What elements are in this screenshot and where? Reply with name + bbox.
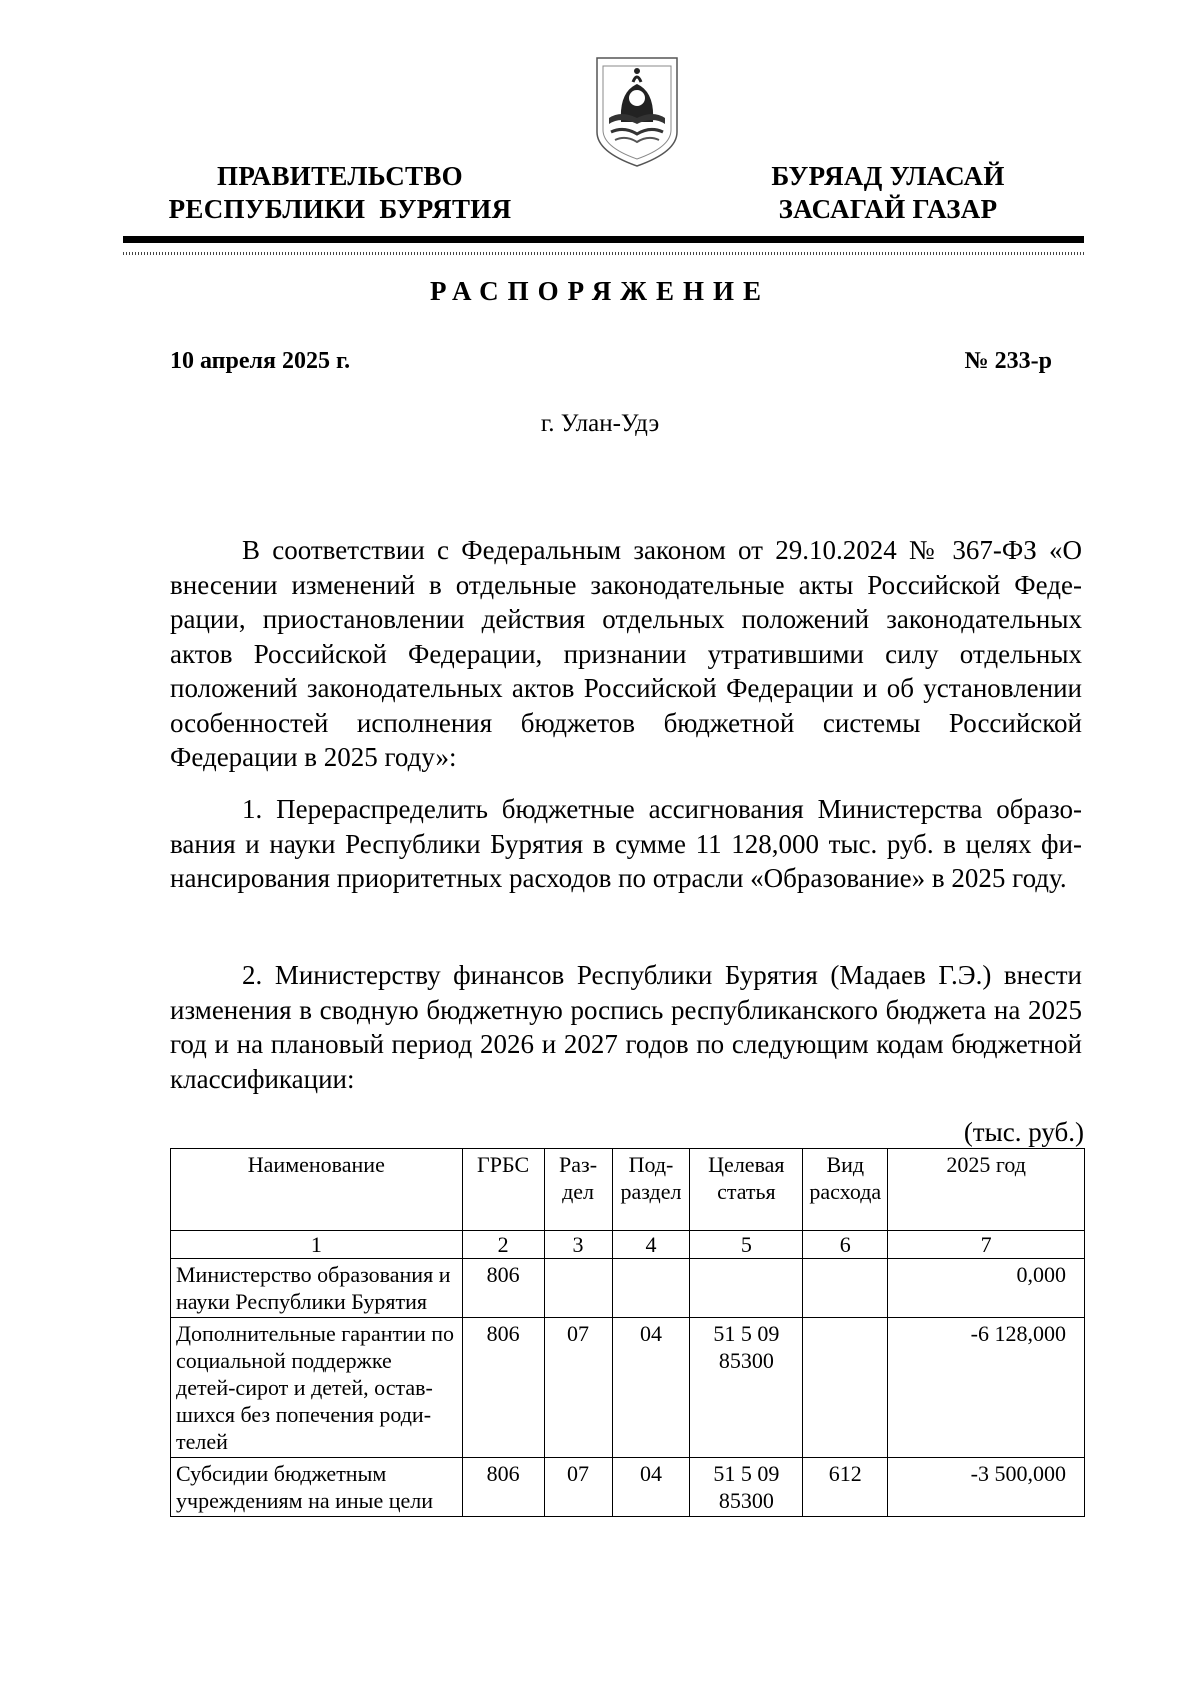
row-expense-type [803,1259,888,1318]
coat-of-arms-emblem [591,52,683,170]
column-number-row [171,1231,1085,1259]
row-grbs: 806 [462,1318,544,1458]
row-subsection: 04 [612,1458,690,1517]
row-name: Субсидии бюджетным учреждениям на иные цели [171,1458,463,1517]
budget-classification-table [170,1148,1085,1517]
header-name: Наименование [171,1149,463,1231]
row-name: Министерство образования и науки Республики Бурятия [171,1259,463,1318]
header-target-article: Целевая статья [690,1149,803,1231]
row-name: Дополнительные гарантии по социальной поддержке детей-сирот и детей, оставшихся без попечения родителей [171,1318,463,1458]
org-name-russian [150,160,530,226]
table-row [171,1458,1085,1517]
column-number: 2 [462,1231,544,1259]
document-number: № 233-р [964,348,1052,374]
row-grbs: 806 [462,1458,544,1517]
header-expense-type: Вид расхода [803,1149,888,1231]
column-number: 7 [888,1231,1085,1259]
row-target-article: 51 5 09 85300 [690,1318,803,1458]
row-expense-type: 612 [803,1458,888,1517]
row-subsection [612,1259,690,1318]
header-dotted-divider [123,252,1084,255]
org-name-ru-line1: ПРАВИТЕЛЬСТВО [217,161,463,191]
column-number: 4 [612,1231,690,1259]
table-header-row [171,1149,1085,1231]
row-subsection: 04 [612,1318,690,1458]
column-number: 1 [171,1231,463,1259]
org-name-bu-line1: БУРЯАД УЛАСАЙ [771,161,1005,191]
document-type-title: РАСПОРЯЖЕНИЕ [429,276,771,306]
coat-of-arms-buryatia-icon [591,52,683,170]
org-name-buryat [738,160,1038,226]
header-subsection: Подраздел [612,1149,690,1231]
row-target-article [690,1259,803,1318]
document-city: г. Улан-Удэ [540,410,660,437]
preamble-paragraph: В соответствии с Федеральным законом от 29.10.2024 № 367-ФЗ «О внесении изменений в отдельные законодательные акты Российской Федерации, приостановлении действия отдельных положений законодательных актов Российской Федерации, признании утратившими силу отдельных положений законодательных актов Российской Федерации и об установлении особенностей исполнения бюджетов бюджетной системы Российской Федерации в 2025 году»: [170,535,1082,772]
row-section [544,1259,612,1318]
row-expense-type [803,1318,888,1458]
table-row [171,1318,1085,1458]
org-name-bu-line2: ЗАСАГАЙ ГАЗАР [778,194,998,224]
header-year-2025: 2025 год [888,1149,1085,1231]
document-date: 10 апреля 2025 г. [170,348,351,374]
table-unit-label: (тыс. руб.) [963,1117,1084,1147]
header-section: Раздел [544,1149,612,1231]
item-2-paragraph: 2. Министерству финансов Республики Бурятия (Мадаев Г.Э.) внести изменения в сводную бюджетную роспись республиканского бюджета на 2025 год и на плановый период 2026 и 2027 годов по следующим кодам бюджетной классификации: [170,960,1082,1094]
row-section: 07 [544,1458,612,1517]
header-grbs: ГРБС [462,1149,544,1231]
row-section: 07 [544,1318,612,1458]
org-name-ru-line2: РЕСПУБЛИКИ БУРЯТИЯ [168,194,512,224]
header-divider [123,236,1084,243]
column-number: 3 [544,1231,612,1259]
column-number: 5 [690,1231,803,1259]
column-number: 6 [803,1231,888,1259]
row-grbs: 806 [462,1259,544,1318]
row-target-article: 51 5 09 85300 [690,1458,803,1517]
table-row [171,1259,1085,1318]
item-1-paragraph: 1. Перераспределить бюджетные ассигнования Министерства образования и науки Республики Бурятия в сумме 11 128,000 тыс. руб. в целях финансирования приоритетных расходов по отрасли «Образование» в 2025 году. [170,794,1082,893]
row-amount: 0,000 [888,1259,1085,1318]
row-amount: -3 500,000 [888,1458,1085,1517]
row-amount: -6 128,000 [888,1318,1085,1458]
